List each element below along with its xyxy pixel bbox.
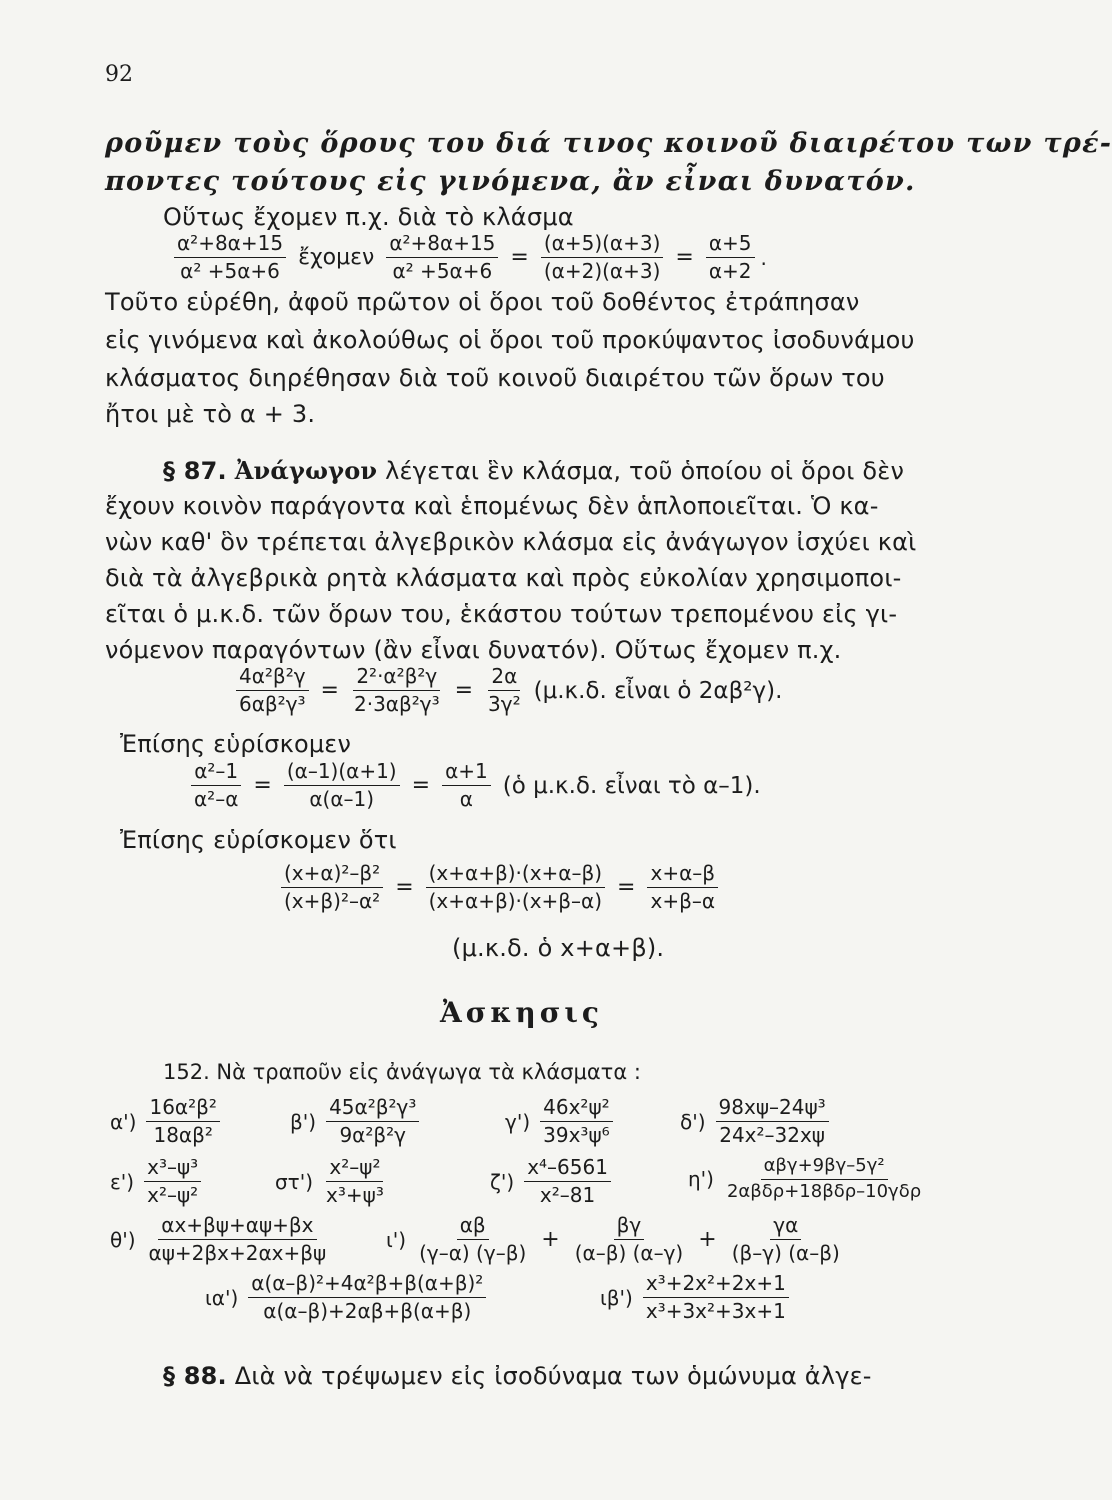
- plus-sign: +: [698, 1227, 717, 1252]
- denominator: x³+ψ³: [326, 1183, 384, 1207]
- exercise-label: θ'): [110, 1227, 136, 1252]
- fraction: [284, 760, 400, 811]
- equation-2: [230, 665, 782, 716]
- numerator: α²–1: [191, 760, 241, 786]
- denominator: (x+β)²–α²: [284, 889, 381, 913]
- sec87-line-1: [163, 456, 904, 485]
- denominator: α²–α: [194, 787, 239, 811]
- denominator: 39x³ψ⁶: [543, 1123, 610, 1147]
- exercise-label: δ'): [680, 1109, 706, 1134]
- exercise-152-intro: 152. Νὰ τραποῦν εἰς ἀνάγωγα τὰ κλάσματα :: [163, 1060, 641, 1084]
- exercise-ib: [600, 1272, 795, 1323]
- exercise-label: γ'): [505, 1109, 531, 1134]
- numerator: (x+α+β)·(x+α–β): [426, 862, 605, 888]
- fraction: [146, 1096, 219, 1147]
- numerator: αx+βψ+αψ+βx: [158, 1214, 316, 1240]
- numerator: α(α–β)²+4α²β+β(α+β)²: [248, 1272, 486, 1298]
- section-number: § 87.: [163, 457, 227, 485]
- denominator: (x+α+β)·(x+β–α): [428, 889, 603, 913]
- fraction: [426, 862, 605, 913]
- numerator: α²+8α+15: [174, 232, 286, 258]
- denominator: (β–γ) (α–β): [731, 1241, 840, 1265]
- numerator: x³–ψ³: [144, 1156, 201, 1182]
- exercise-label: στ'): [275, 1169, 314, 1194]
- plus-sign: +: [541, 1227, 560, 1252]
- fraction: [647, 862, 718, 913]
- fraction: [191, 760, 241, 811]
- denominator: (α+2)(α+3): [543, 259, 661, 283]
- numerator: 2α: [488, 665, 520, 691]
- numerator: α+1: [442, 760, 491, 786]
- fraction: [706, 232, 755, 283]
- denominator: α(α–1): [309, 787, 375, 811]
- numerator: x⁴–6561: [524, 1156, 611, 1182]
- exercise-c: [505, 1096, 619, 1147]
- exercise-b: [290, 1096, 425, 1147]
- exercise-label: η'): [688, 1167, 714, 1192]
- numerator: αβ: [457, 1214, 489, 1240]
- denominator: x+β–α: [650, 889, 716, 913]
- equals-sign: =: [675, 245, 694, 270]
- exercise-i: [386, 1214, 849, 1265]
- fraction: [146, 1214, 330, 1265]
- equals-sign: =: [411, 773, 431, 798]
- equals-sign: =: [510, 245, 529, 270]
- fraction: [281, 862, 383, 913]
- numerator: βγ: [614, 1214, 645, 1240]
- exercise-e: [110, 1156, 207, 1207]
- fraction: [572, 1214, 687, 1265]
- fraction: [386, 232, 498, 283]
- denominator: 3γ²: [488, 692, 521, 716]
- numerator: 45α²β²γ³: [326, 1096, 419, 1122]
- equation-note: (ὁ μ.κ.δ. εἶναι τὸ α–1).: [502, 772, 761, 799]
- denominator: x³+3x²+3x+1: [645, 1299, 786, 1323]
- fraction: [724, 1156, 924, 1202]
- numerator: αβγ+9βγ–5γ²: [761, 1156, 888, 1180]
- equals-sign: =: [454, 678, 474, 703]
- numerator: 2²·α²β²γ: [353, 665, 440, 691]
- fraction: [351, 665, 443, 716]
- sec87-line-5: εῖται ὁ μ.κ.δ. τῶν ὅρων του, ἑκάστου τούτων τρεπομένου εἰς γι-: [105, 600, 898, 628]
- defined-term: Ἀνάγωγον: [234, 456, 378, 485]
- exercise-h: [688, 1156, 930, 1202]
- denominator: 24x²–32xψ: [719, 1123, 825, 1147]
- sec87-line-4: διὰ τὰ ἀλγεβρικὰ ρητὰ κλάσματα καὶ πρὸς εὐκολίαν χρησιμοποι-: [105, 564, 902, 592]
- fraction: [326, 1096, 419, 1147]
- denominator: x²–81: [539, 1183, 596, 1207]
- numerator: 46x²ψ²: [540, 1096, 613, 1122]
- fraction: [442, 760, 491, 811]
- exercise-label: ιβ'): [600, 1285, 633, 1310]
- intro-line-1: ροῦμεν τοὺς ὅρους του διά τινος κοινοῦ διαιρέτου των τρέ-: [105, 128, 1112, 159]
- sec88-line-1: [163, 1362, 872, 1390]
- fraction: [643, 1272, 789, 1323]
- fraction: [174, 232, 286, 283]
- exercise-label: α'): [110, 1109, 137, 1134]
- denominator: x²–ψ²: [147, 1183, 199, 1207]
- period: .: [760, 245, 767, 270]
- para1-line-1: Τοῦτο εὑρέθη, ἀφοῦ πρῶτον οἱ ὅροι τοῦ δοθέντος ἐτράπησαν: [105, 288, 860, 316]
- fraction: [485, 665, 524, 716]
- sec87-line-2: ἔχουν κοινὸν παράγοντα καὶ ἑπομένως δὲν ἁπλοποιεῖται. Ὁ κα-: [105, 492, 879, 520]
- equation-4-note: (μ.κ.δ. ὁ x+α+β).: [452, 934, 665, 962]
- denominator: α+2: [708, 259, 752, 283]
- denominator: 18αβ²: [153, 1123, 213, 1147]
- page-number: 92: [105, 62, 133, 87]
- denominator: (α–β) (α–γ): [574, 1241, 684, 1265]
- word-echomen: ἔχομεν: [298, 245, 375, 270]
- fraction: [541, 232, 664, 283]
- episis-2: Ἐπίσης εὑρίσκομεν ὅτι: [120, 826, 397, 854]
- fraction: [323, 1156, 387, 1207]
- numerator: (x+α)²–β²: [281, 862, 383, 888]
- numerator: x³+2x²+2x+1: [643, 1272, 789, 1298]
- denominator: α² +5α+6: [180, 259, 280, 283]
- exercises-heading: Ἀσκησις: [440, 996, 603, 1029]
- fraction: [248, 1272, 486, 1323]
- para1-line-3: κλάσματος διηρέθησαν διὰ τοῦ κοινοῦ διαιρέτου τῶν ὅρων του: [105, 364, 885, 392]
- exercise-label: ζ'): [490, 1169, 515, 1194]
- exercise-label: ι'): [386, 1227, 407, 1252]
- exercise-d: [680, 1096, 835, 1147]
- exercise-label: ια'): [205, 1285, 239, 1310]
- equation-4: [275, 862, 724, 913]
- denominator: α: [459, 787, 473, 811]
- equation-note: (μ.κ.δ. εἶναι ὁ 2αβ²γ).: [533, 677, 783, 704]
- denominator: αψ+2βx+2αx+βψ: [148, 1241, 327, 1265]
- line-rest: λέγεται ἓν κλάσμα, τοῦ ὁποίου οἱ ὅροι δὲν: [385, 457, 905, 485]
- numerator: x+α–β: [647, 862, 718, 888]
- fraction: [540, 1096, 613, 1147]
- denominator: 6αβ²γ³: [239, 692, 306, 716]
- sec87-line-3: νὼν καθ' ὃν τρέπεται ἀλγεβρικὸν κλάσμα εἰς ἀνάγωγον ἰσχύει καὶ: [105, 528, 917, 556]
- equals-sign: =: [617, 875, 636, 900]
- numerator: (α–1)(α+1): [284, 760, 400, 786]
- fraction: [729, 1214, 843, 1265]
- section-number: § 88.: [163, 1362, 227, 1390]
- fraction: [716, 1096, 829, 1147]
- exercise-label: β'): [290, 1109, 317, 1134]
- para1-line-4: ἤτοι μὲ τὸ α + 3.: [105, 400, 316, 428]
- sec87-line-6: νόμενον παραγόντων (ἂν εἶναι δυνατόν). Οὕτως ἔχομεν π.χ.: [105, 636, 842, 664]
- denominator: α(α–β)+2αβ+β(α+β): [263, 1299, 472, 1323]
- fraction: [236, 665, 309, 716]
- exercise-label: ε'): [110, 1169, 135, 1194]
- denominator: 9α²β²γ: [339, 1123, 406, 1147]
- denominator: (γ–α) (γ–β): [419, 1241, 527, 1265]
- equals-sign: =: [395, 875, 414, 900]
- exercise-st: [275, 1156, 393, 1207]
- equals-sign: =: [253, 773, 272, 798]
- equation-1: [168, 232, 767, 283]
- numerator: 16α²β²: [146, 1096, 219, 1122]
- line-text: Διὰ νὰ τρέψωμεν εἰς ἰσοδύναμα των ὁμώνυμα ἀλγε-: [234, 1362, 872, 1390]
- exercise-th: [110, 1214, 335, 1265]
- fraction: [416, 1214, 529, 1265]
- numerator: x²–ψ²: [326, 1156, 383, 1182]
- para1-line-2: εἰς γινόμενα καὶ ἀκολούθως οἱ ὅροι τοῦ προκύψαντος ἰσοδυνάμου: [105, 326, 915, 354]
- equals-sign: =: [320, 678, 339, 703]
- fraction: [144, 1156, 201, 1207]
- fraction: [524, 1156, 611, 1207]
- intro-line-2: ποντες τούτους εἰς γινόμενα, ἂν εἶναι δυνατόν.: [105, 166, 916, 197]
- denominator: 2αβδρ+18βδρ–10γδρ: [726, 1180, 922, 1202]
- numerator: 98xψ–24ψ³: [716, 1096, 829, 1122]
- numerator: 4α²β²γ: [236, 665, 309, 691]
- denominator: α² +5α+6: [392, 259, 493, 283]
- exercise-z: [490, 1156, 617, 1207]
- numerator: γα: [770, 1214, 801, 1240]
- numerator: α+5: [706, 232, 755, 258]
- equation-3: [185, 760, 761, 811]
- exercise-a: [110, 1096, 226, 1147]
- numerator: (α+5)(α+3): [541, 232, 664, 258]
- numerator: α²+8α+15: [386, 232, 498, 258]
- episis-1: Ἐπίσης εὑρίσκομεν: [120, 730, 352, 758]
- exercise-ia: [205, 1272, 492, 1323]
- intro-line-3: Οὕτως ἔχομεν π.χ. διὰ τὸ κλάσμα: [163, 203, 574, 231]
- denominator: 2·3αβ²γ³: [353, 692, 440, 716]
